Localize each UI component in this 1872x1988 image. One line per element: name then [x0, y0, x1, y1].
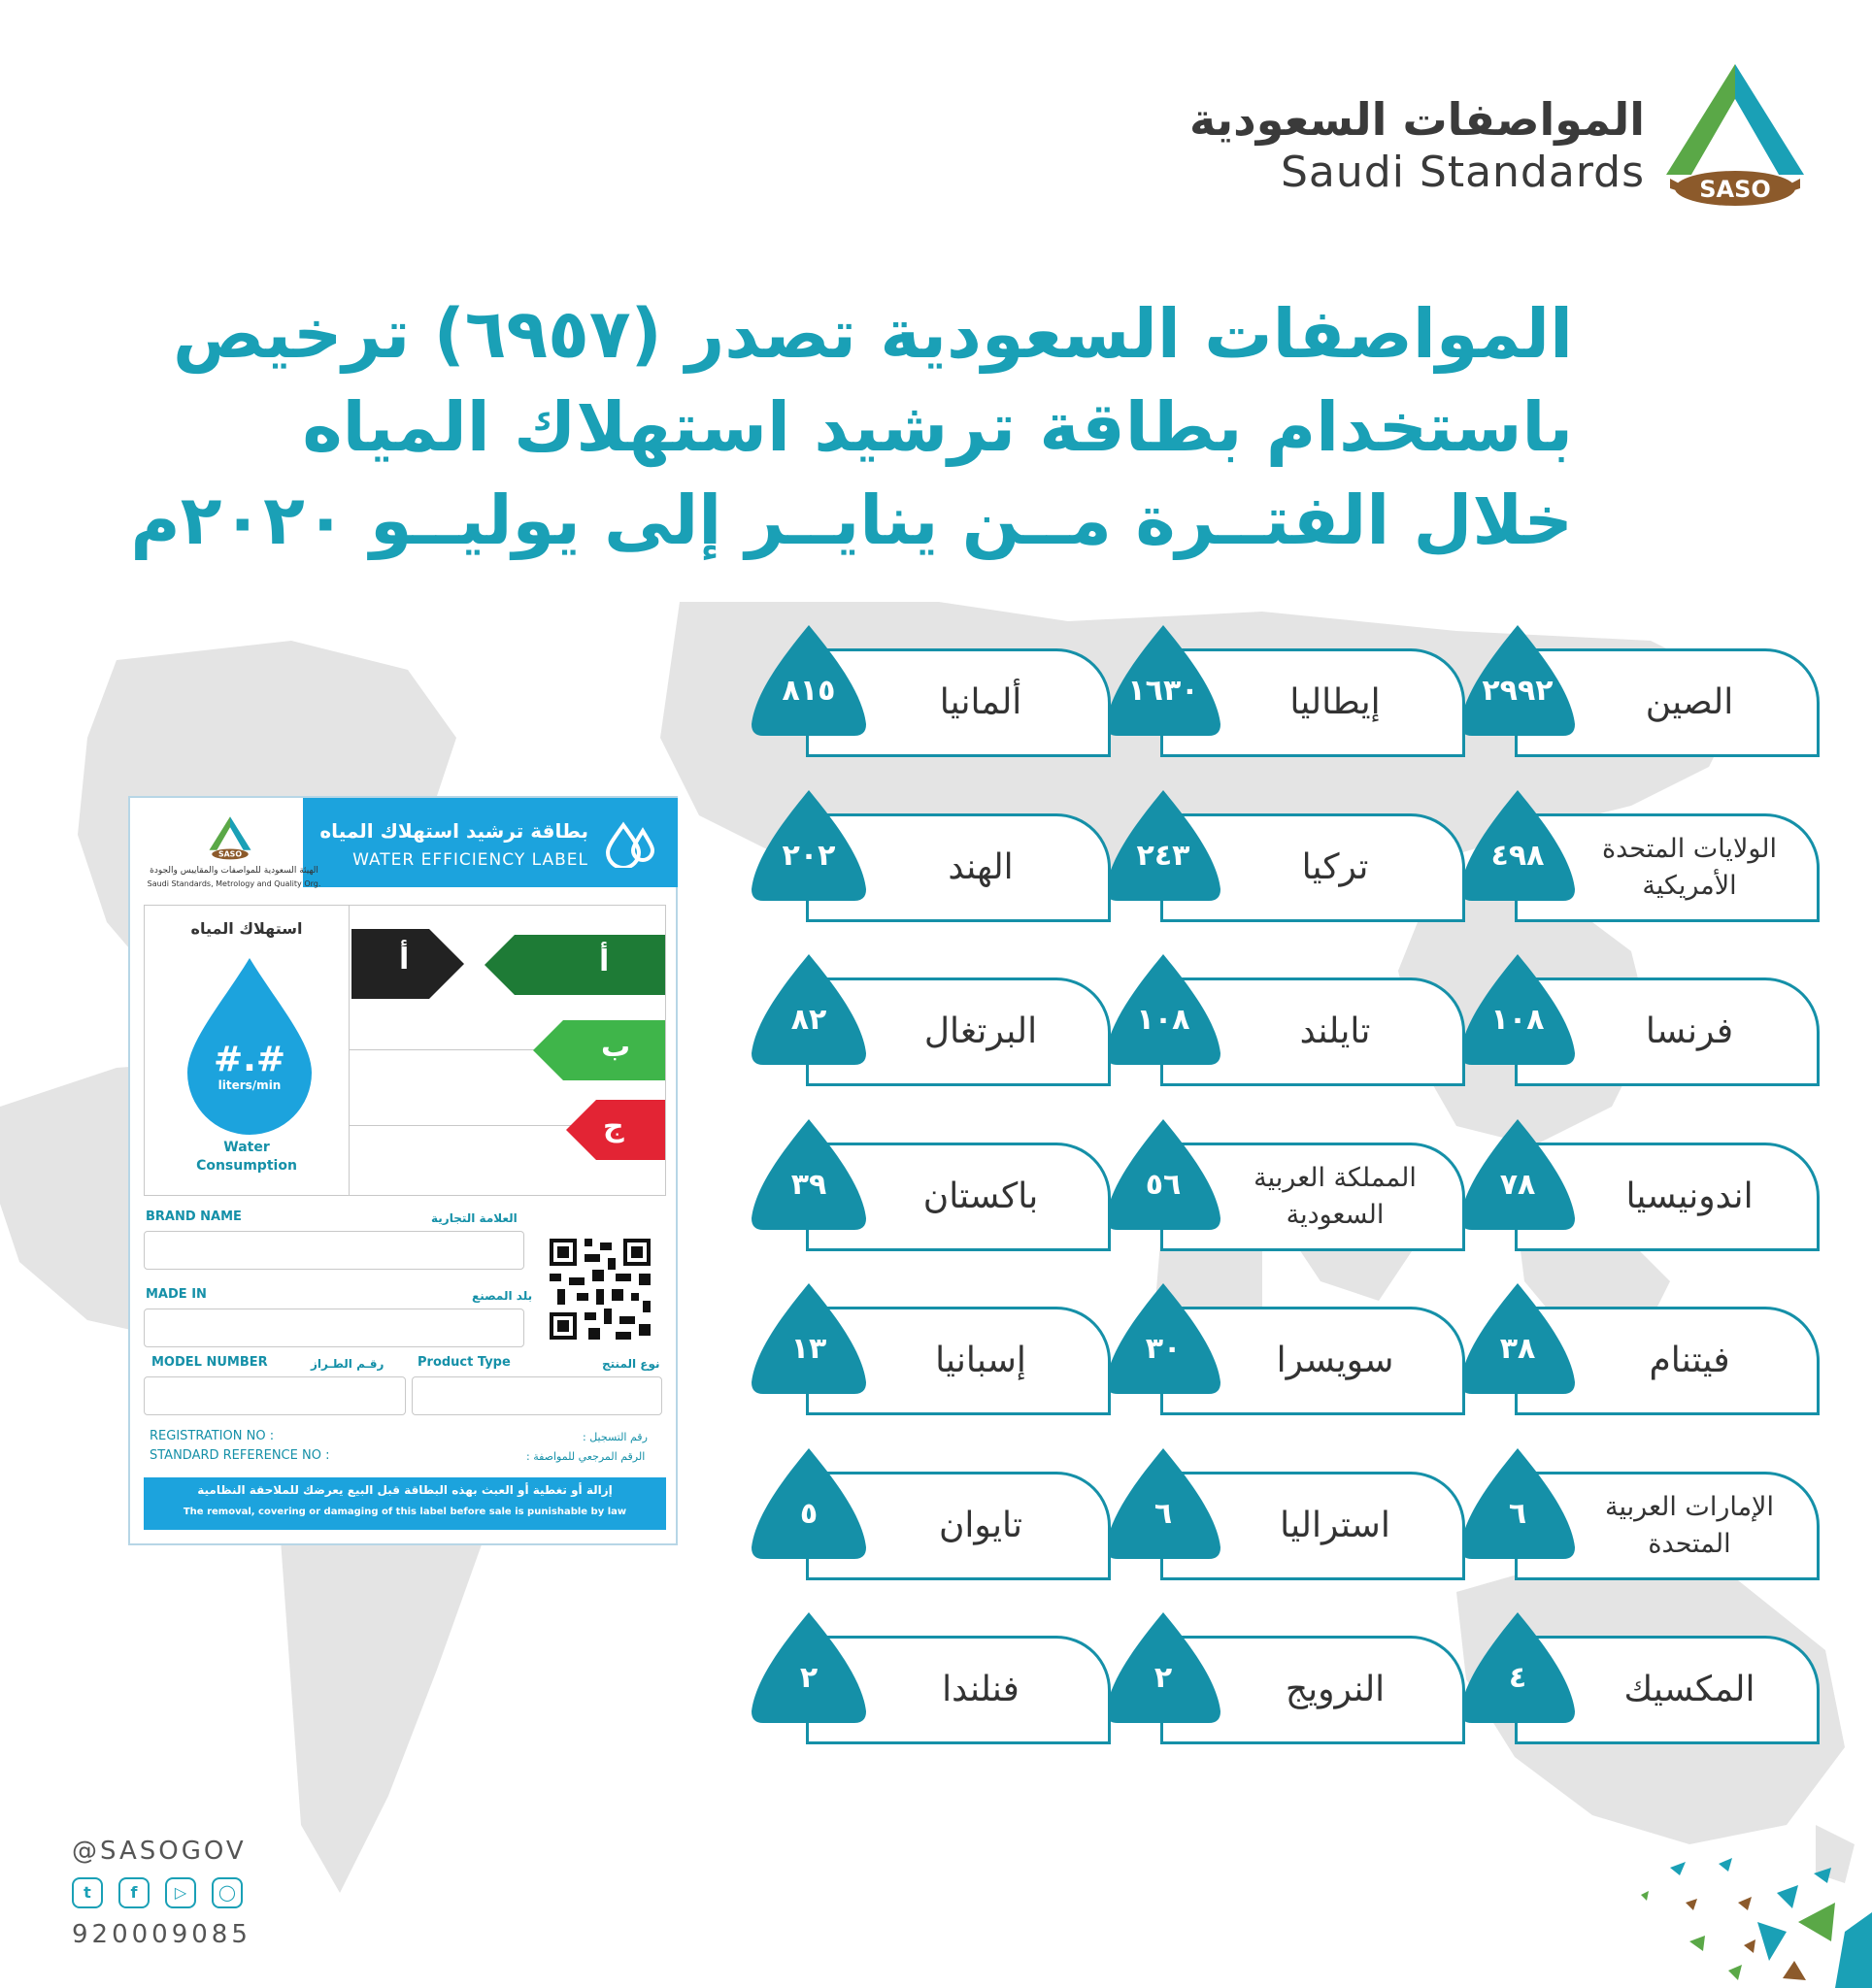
license-count: ١٦٣٠: [1127, 674, 1199, 708]
country-card: [1102, 952, 1467, 1088]
grid-divider: [349, 906, 350, 1195]
youtube-icon[interactable]: ▷: [165, 1877, 196, 1908]
saso-logo-icon: [1662, 60, 1808, 208]
country-name: فنلندا: [942, 1670, 1020, 1709]
label-org-arabic: الهيئة السعودية للمواصفات والمقاييس والجودة: [150, 866, 318, 876]
license-count: ٦: [1153, 1497, 1173, 1531]
consumption-en-line-1: Water: [223, 1140, 270, 1155]
country-card: [748, 788, 1113, 924]
license-count: ٢٤٣: [1136, 839, 1190, 873]
standard-ref-label-ar: الرقم المرجعي للمواصفة :: [526, 1450, 646, 1463]
grade-a-arrow: [485, 935, 665, 995]
grade-b-text: ب: [601, 1030, 631, 1064]
license-count: ٢٠٢: [782, 839, 836, 873]
label-title-english: WATER EFFICIENCY LABEL: [352, 850, 588, 870]
country-name: إسبانيا: [935, 1341, 1026, 1380]
label-saso-logo-icon: [208, 815, 252, 860]
country-card: [1456, 1281, 1822, 1417]
country-card: [1456, 1610, 1822, 1746]
consumption-value: #.#: [213, 1040, 285, 1079]
country-name: فرنسا: [1645, 1011, 1734, 1051]
country-card: [1102, 1117, 1467, 1253]
country-name: سويسرا: [1276, 1341, 1394, 1380]
country-card: [1456, 1446, 1822, 1582]
label-title-arabic: بطاقة ترشيد استهلاك المياه: [319, 819, 588, 843]
brand-name-label: BRAND NAME: [146, 1209, 242, 1224]
country-name: تايلند: [1299, 1011, 1371, 1051]
consumption-en-line-2: Consumption: [196, 1158, 297, 1174]
country-card: [1102, 788, 1467, 924]
country-name: تركيا: [1301, 847, 1369, 887]
license-count: ٣٩: [790, 1168, 827, 1202]
country-name: الهند: [948, 847, 1014, 887]
country-card: [1456, 1117, 1822, 1253]
standard-ref-label: STANDARD REFERENCE NO :: [150, 1448, 330, 1463]
country-name: الصين: [1645, 682, 1734, 722]
country-card: [748, 952, 1113, 1088]
saso-badge-text: SASO: [1699, 176, 1771, 203]
model-number-label: MODEL NUMBER: [151, 1355, 268, 1370]
twitter-icon[interactable]: t: [72, 1877, 103, 1908]
country-card: [748, 623, 1113, 759]
label-org-english: Saudi Standards, Metrology and Quality Org.: [147, 879, 321, 888]
country-card: [1456, 623, 1822, 759]
selected-grade-text: أ: [399, 943, 410, 977]
country-name: باكستان: [922, 1176, 1039, 1216]
model-number-field[interactable]: [144, 1376, 406, 1415]
social-handle: @SASOGOV: [72, 1837, 247, 1866]
phone-number: 920009085: [72, 1920, 251, 1949]
license-count: ٤٩٨: [1490, 839, 1545, 873]
license-count: ٥٦: [1145, 1168, 1182, 1202]
model-number-label-ar: رقـم الطـراز: [311, 1357, 384, 1371]
license-count: ٢: [799, 1661, 819, 1695]
country-card: [1102, 1610, 1467, 1746]
country-card: [748, 1446, 1113, 1582]
rating-grid: [144, 905, 666, 1196]
made-in-label: MADE IN: [146, 1287, 207, 1302]
grade-c-text: ج: [603, 1110, 624, 1143]
water-efficiency-label: [128, 796, 678, 1545]
decorative-triangles: [1544, 1844, 1872, 1988]
license-count: ٨١٥: [782, 674, 836, 708]
license-count: ٥: [799, 1497, 819, 1531]
grade-a-text: أ: [599, 944, 610, 978]
country-name: الولايات المتحدة الأمريكية: [1601, 834, 1778, 901]
warning-arabic: إزالة أو تغطية أو العبث بهذه البطاقة قبل البيع يعرضك للملاحقة النظامية: [197, 1483, 613, 1497]
page-title: [130, 287, 1573, 567]
license-count: ١٠٨: [1490, 1003, 1545, 1037]
license-count: ٣٨: [1499, 1332, 1536, 1366]
consumption-unit: liters/min: [217, 1078, 282, 1092]
country-name: النرويج: [1285, 1670, 1386, 1709]
registration-label: REGISTRATION NO :: [150, 1429, 275, 1443]
country-name: ألمانيا: [939, 682, 1022, 722]
country-card: [1102, 623, 1467, 759]
consumption-title-english: [145, 1139, 349, 1176]
country-name: المملكة العربية السعودية: [1254, 1163, 1417, 1230]
country-name: اندونيسيا: [1625, 1176, 1754, 1216]
title-line-2: باستخدام بطاقة ترشيد استهلاك المياه: [302, 387, 1573, 467]
license-count: ١٠٨: [1136, 1003, 1190, 1037]
country-name: إيطاليا: [1289, 682, 1381, 722]
product-type-label-ar: نوع المنتج: [602, 1357, 660, 1371]
country-name: فيتنام: [1649, 1341, 1730, 1380]
title-line-1: المواصفات السعودية تصدر (٦٩٥٧) ترخيص: [172, 294, 1573, 374]
grade-b-arrow: [533, 1020, 665, 1080]
license-count: ٧٨: [1499, 1168, 1536, 1202]
license-count: ٢٩٩٢: [1482, 674, 1554, 708]
brand-name-field[interactable]: [144, 1231, 524, 1270]
consumption-title-arabic: استهلاك المياه: [190, 919, 303, 938]
qr-code-icon: [546, 1235, 654, 1343]
country-card: [1456, 952, 1822, 1088]
made-in-label-ar: بلد المصنع: [472, 1289, 533, 1303]
registration-label-ar: رقم التسجيل :: [583, 1431, 648, 1443]
warning-banner: [144, 1477, 666, 1530]
country-card: [1456, 788, 1822, 924]
logo-arabic-wordmark: المواصفات السعودية: [1189, 93, 1645, 146]
title-line-3: خلال الفتــرة مــن ينايــر إلى يوليــو ٢٠٢٠م: [130, 480, 1573, 560]
label-badge-text: SASO: [217, 849, 243, 859]
license-count: ٤: [1508, 1661, 1527, 1695]
instagram-icon[interactable]: ◯: [212, 1877, 243, 1908]
brand-name-label-ar: العلامة التجارية: [431, 1211, 518, 1225]
product-type-label: Product Type: [418, 1355, 511, 1370]
license-count: ١٣: [790, 1332, 827, 1366]
country-name: المكسيك: [1623, 1670, 1755, 1709]
product-type-field[interactable]: [412, 1376, 662, 1415]
logo-english-wordmark: Saudi Standards: [1280, 148, 1645, 197]
license-count: ٢: [1153, 1661, 1173, 1695]
country-name: استراليا: [1280, 1506, 1390, 1545]
license-count: ٦: [1508, 1497, 1527, 1531]
country-name: الإمارات العربية المتحدة: [1605, 1492, 1774, 1559]
facebook-icon[interactable]: f: [118, 1877, 150, 1908]
license-count: ٣٠: [1145, 1332, 1182, 1366]
country-name: تايوان: [938, 1506, 1023, 1545]
country-card: [1102, 1446, 1467, 1582]
country-card: [748, 1117, 1113, 1253]
country-card: [748, 1281, 1113, 1417]
license-count: ٨٢: [790, 1003, 827, 1037]
warning-english: The removal, covering or damaging of this label before sale is punishable by law: [183, 1507, 627, 1517]
country-name: البرتغال: [923, 1011, 1038, 1051]
made-in-field[interactable]: [144, 1309, 524, 1347]
country-card: [748, 1610, 1113, 1746]
label-header: [303, 798, 678, 887]
country-card: [1102, 1281, 1467, 1417]
water-drops-icon: [604, 821, 658, 868]
